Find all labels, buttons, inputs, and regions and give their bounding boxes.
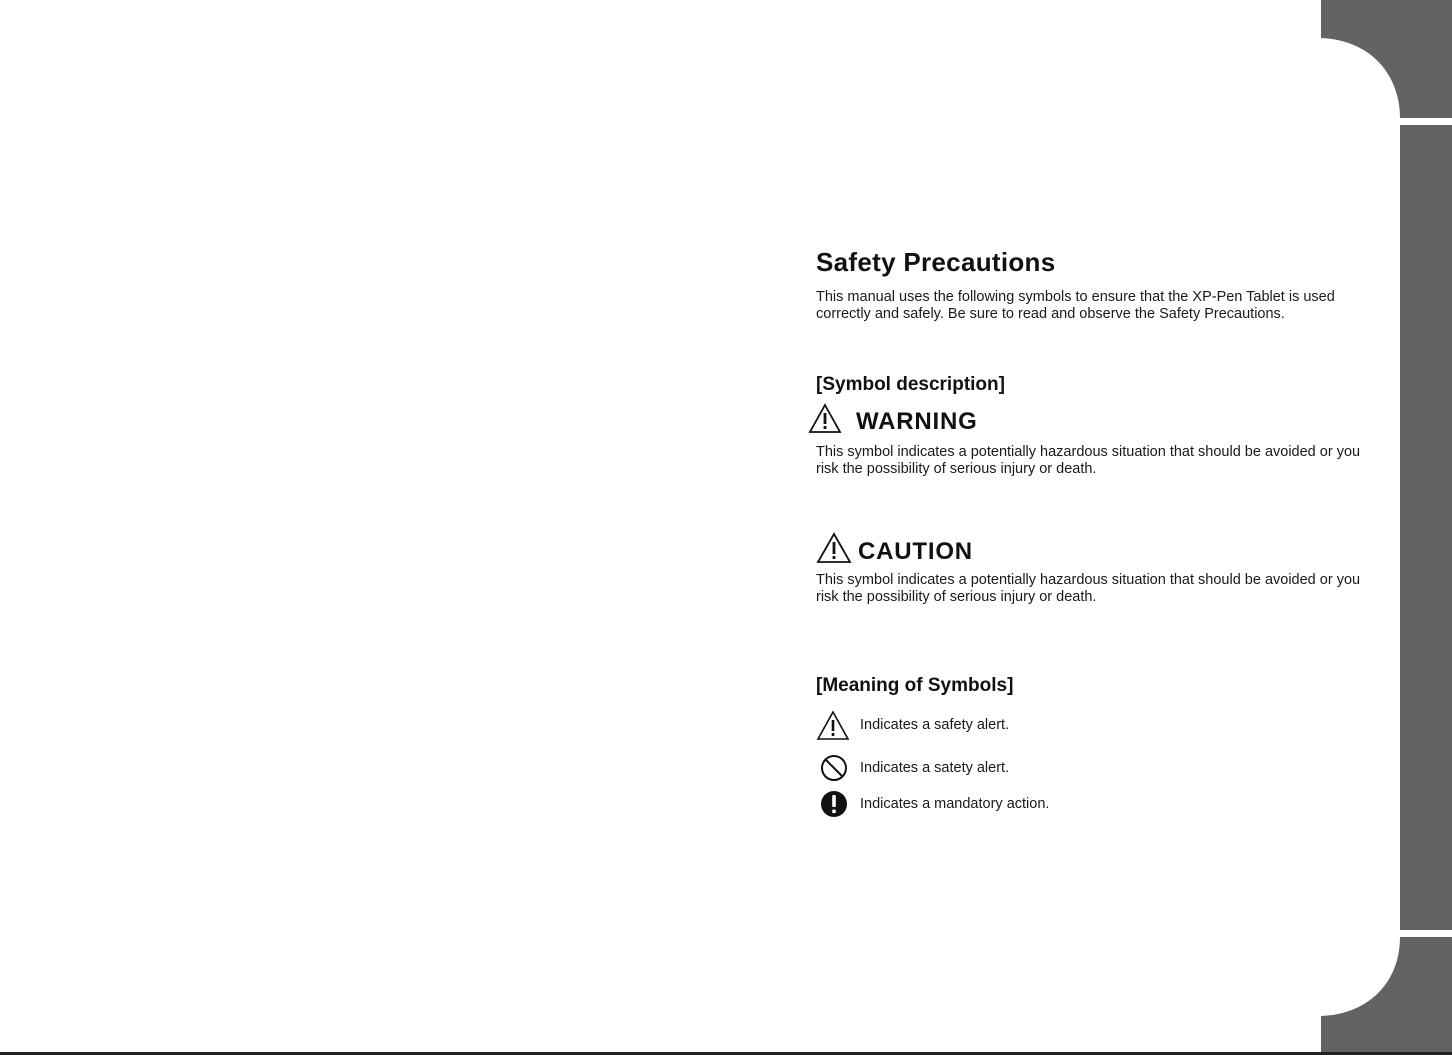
warning-label: WARNING [856, 408, 978, 435]
warning-description: This symbol indicates a potentially hazardous situation that should be avoided or you risk the possibility of serious injury or death. [816, 444, 1361, 477]
legend-item-safety-alert [816, 709, 1009, 741]
legend-item-label: Indicates a safety alert. [860, 717, 1010, 733]
legend-item-prohibited [816, 752, 1009, 784]
chapter-tab-bottom [1321, 937, 1452, 1052]
chapter-tab-strip [1321, 0, 1452, 1055]
page-title: Safety Precautions [816, 247, 1056, 277]
chapter-tabs-graphic [1321, 0, 1452, 1055]
warning-heading [808, 403, 978, 441]
caution-description: This symbol indicates a potentially hazardous situation that should be avoided or you risk the possibility of serious injury or death. [816, 572, 1361, 605]
caution-triangle-icon [816, 532, 852, 571]
mandatory-action-icon [816, 788, 852, 820]
warning-triangle-icon [816, 709, 852, 741]
chapter-tab-top [1321, 0, 1452, 118]
legend-item-label: Indicates a mandatory action. [860, 796, 1050, 812]
caution-label: CAUTION [858, 537, 973, 565]
intro-paragraph: This manual uses the following symbols to ensure that the XP-Pen Tablet is used correctly and safely. Be sure to read and observe the Safety Precautions. [816, 289, 1335, 322]
legend-item-mandatory [816, 788, 1049, 820]
prohibited-icon [816, 752, 852, 784]
meaning-of-symbols-heading: [Meaning of Symbols] [816, 675, 1014, 696]
symbol-description-heading: [Symbol description] [816, 374, 1005, 395]
legend-item-label: Indicates a satety alert. [860, 760, 1010, 776]
chapter-tab-middle [1400, 125, 1452, 930]
warning-triangle-icon [808, 403, 842, 441]
caution-heading [816, 532, 973, 571]
